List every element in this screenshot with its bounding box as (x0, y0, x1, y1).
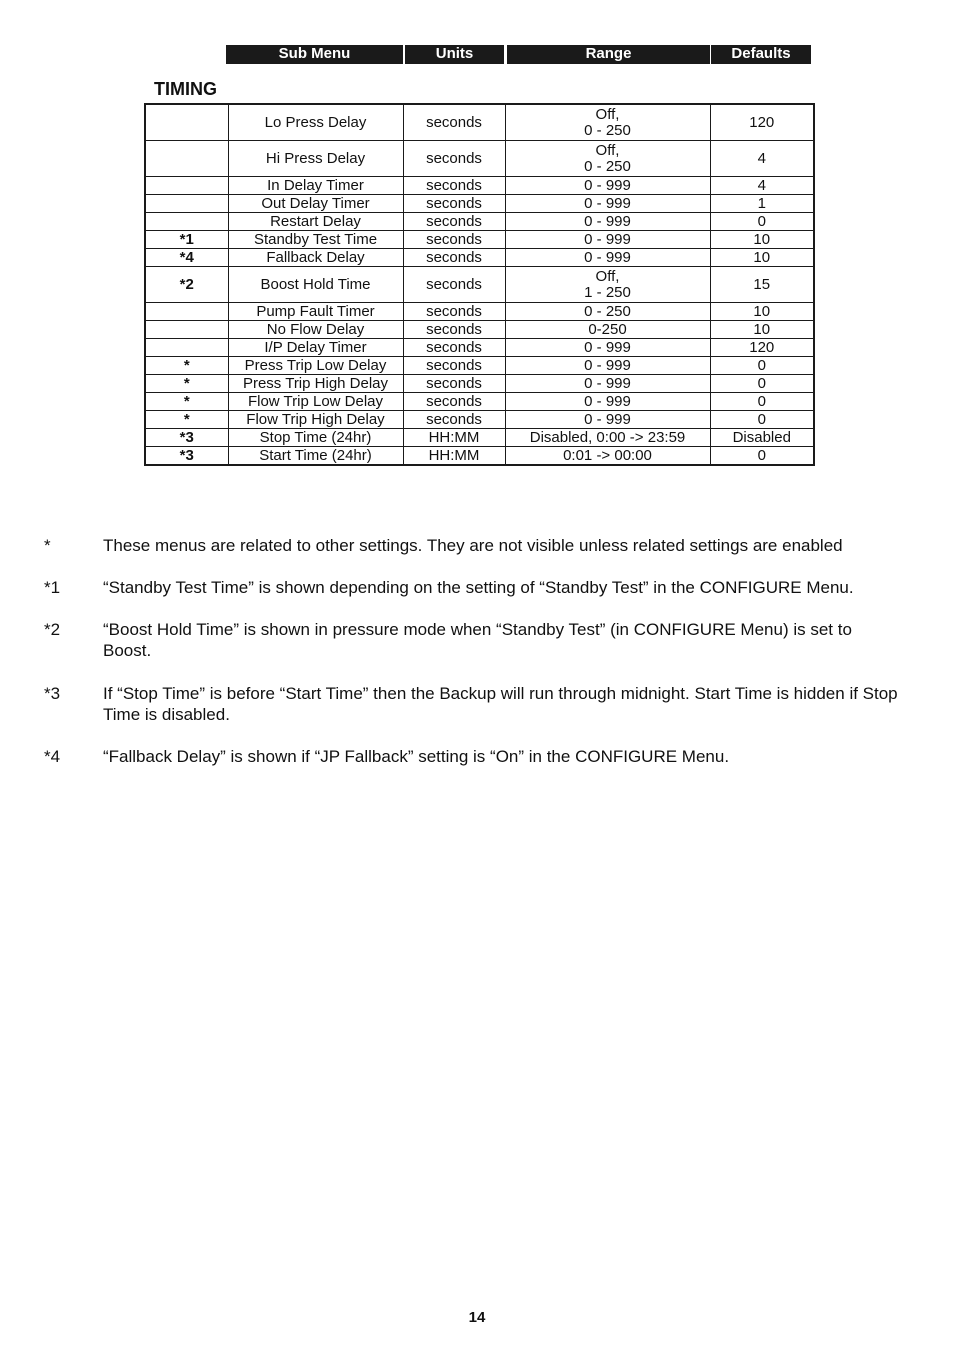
table-row (145, 141, 814, 177)
row-units-cell: seconds (403, 249, 505, 267)
row-default-cell: 10 (710, 231, 814, 249)
header-defaults: Defaults (711, 45, 811, 64)
row-default-cell: 0 (710, 411, 814, 429)
row-note-cell: * (145, 357, 228, 375)
table-row (145, 429, 814, 447)
row-range-cell: 0 - 999 (505, 213, 710, 231)
footnote (44, 535, 904, 556)
row-default-cell: 10 (710, 249, 814, 267)
row-default-cell: 0 (710, 357, 814, 375)
row-range-cell: 0 - 250 (505, 303, 710, 321)
row-range-cell: 0 - 999 (505, 339, 710, 357)
row-note-cell: * (145, 393, 228, 411)
table-row (145, 321, 814, 339)
row-sub-menu-cell: Stop Time (24hr) (228, 429, 403, 447)
row-sub-menu-cell: No Flow Delay (228, 321, 403, 339)
table-row (145, 177, 814, 195)
footnote-mark: * (44, 536, 51, 555)
timing-table-body (145, 104, 814, 465)
row-sub-menu-cell: Standby Test Time (228, 231, 403, 249)
row-note-cell: *2 (145, 267, 228, 303)
row-range-cell: 0 - 999 (505, 357, 710, 375)
table-row (145, 339, 814, 357)
table-row (145, 375, 814, 393)
row-range-cell: 0 - 999 (505, 231, 710, 249)
row-sub-menu-cell: Pump Fault Timer (228, 303, 403, 321)
row-default-cell: 4 (710, 141, 814, 177)
footnote-mark: *4 (44, 747, 61, 766)
footnote-text: “Standby Test Time” is shown depending on the setting of “Standby Test” in the CONFIGURE Menu. (103, 578, 854, 597)
row-range-cell: 0 - 999 (505, 195, 710, 213)
row-range-cell: Off, 0 - 250 (505, 141, 710, 177)
table-row (145, 104, 814, 141)
row-note-cell: * (145, 411, 228, 429)
row-default-cell: 0 (710, 447, 814, 466)
row-default-cell: 0 (710, 393, 814, 411)
row-note-cell: *1 (145, 231, 228, 249)
row-units-cell: seconds (403, 411, 505, 429)
row-note-cell: *3 (145, 429, 228, 447)
row-units-cell: HH:MM (403, 447, 505, 466)
row-range-cell: Off, 1 - 250 (505, 267, 710, 303)
row-units-cell: HH:MM (403, 429, 505, 447)
row-note-cell (145, 303, 228, 321)
table-row (145, 195, 814, 213)
row-note-cell: *4 (145, 249, 228, 267)
row-note-cell (145, 177, 228, 195)
row-note-cell: * (145, 375, 228, 393)
row-default-cell: Disabled (710, 429, 814, 447)
row-sub-menu-cell: I/P Delay Timer (228, 339, 403, 357)
footnote-mark: *3 (44, 684, 61, 703)
section-title: TIMING (154, 79, 217, 99)
row-range-cell: Off, 0 - 250 (505, 104, 710, 141)
row-sub-menu-cell: Out Delay Timer (228, 195, 403, 213)
footnote-mark: *2 (44, 620, 61, 639)
row-sub-menu-cell: In Delay Timer (228, 177, 403, 195)
row-default-cell: 120 (710, 339, 814, 357)
row-note-cell (145, 213, 228, 231)
row-units-cell: seconds (403, 141, 505, 177)
row-units-cell: seconds (403, 195, 505, 213)
row-range-cell: 0 - 999 (505, 249, 710, 267)
row-range-cell: 0-250 (505, 321, 710, 339)
row-sub-menu-cell: Hi Press Delay (228, 141, 403, 177)
row-units-cell: seconds (403, 267, 505, 303)
footnote (44, 577, 904, 598)
footnote (44, 683, 904, 725)
row-default-cell: 4 (710, 177, 814, 195)
page-number: 14 (468, 1309, 486, 1326)
row-note-cell: *3 (145, 447, 228, 466)
row-note-cell (145, 321, 228, 339)
footnote-mark: *1 (44, 578, 61, 597)
row-default-cell: 1 (710, 195, 814, 213)
row-default-cell: 15 (710, 267, 814, 303)
table-row (145, 249, 814, 267)
row-default-cell: 120 (710, 104, 814, 141)
row-units-cell: seconds (403, 339, 505, 357)
row-units-cell: seconds (403, 177, 505, 195)
row-note-cell (145, 141, 228, 177)
row-range-cell: 0 - 999 (505, 393, 710, 411)
row-range-cell: 0 - 999 (505, 177, 710, 195)
header-units: Units (405, 45, 504, 64)
table-row (145, 393, 814, 411)
row-units-cell: seconds (403, 393, 505, 411)
footnote (44, 619, 904, 661)
row-sub-menu-cell: Fallback Delay (228, 249, 403, 267)
table-row (145, 303, 814, 321)
row-note-cell (145, 339, 228, 357)
row-default-cell: 0 (710, 375, 814, 393)
row-units-cell: seconds (403, 303, 505, 321)
row-range-cell: 0:01 -> 00:00 (505, 447, 710, 466)
row-units-cell: seconds (403, 321, 505, 339)
row-sub-menu-cell: Flow Trip Low Delay (228, 393, 403, 411)
row-default-cell: 10 (710, 303, 814, 321)
row-units-cell: seconds (403, 104, 505, 141)
row-units-cell: seconds (403, 231, 505, 249)
row-sub-menu-cell: Press Trip High Delay (228, 375, 403, 393)
row-note-cell (145, 104, 228, 141)
footnote-text: “Fallback Delay” is shown if “JP Fallback” setting is “On” in the CONFIGURE Menu. (103, 747, 730, 766)
row-sub-menu-cell: Restart Delay (228, 213, 403, 231)
row-default-cell: 10 (710, 321, 814, 339)
row-range-cell: Disabled, 0:00 -> 23:59 (505, 429, 710, 447)
row-units-cell: seconds (403, 375, 505, 393)
header-range: Range (507, 45, 710, 64)
table-row (145, 357, 814, 375)
header-sub-menu: Sub Menu (226, 45, 403, 64)
row-range-cell: 0 - 999 (505, 375, 710, 393)
row-units-cell: seconds (403, 357, 505, 375)
row-units-cell: seconds (403, 213, 505, 231)
row-note-cell (145, 195, 228, 213)
timing-table (144, 103, 815, 466)
row-sub-menu-cell: Lo Press Delay (228, 104, 403, 141)
table-row (145, 267, 814, 303)
row-sub-menu-cell: Press Trip Low Delay (228, 357, 403, 375)
table-row (145, 231, 814, 249)
footnote-text: “Boost Hold Time” is shown in pressure mode when “Standby Test” (in CONFIGURE Menu) is set to Boost. (103, 620, 852, 660)
table-row (145, 411, 814, 429)
row-sub-menu-cell: Flow Trip High Delay (228, 411, 403, 429)
footnote-text: If “Stop Time” is before “Start Time” then the Backup will run through midnight. Start Time is hidden if Stop Time is disabled. (103, 684, 898, 724)
row-default-cell: 0 (710, 213, 814, 231)
row-sub-menu-cell: Boost Hold Time (228, 267, 403, 303)
row-range-cell: 0 - 999 (505, 411, 710, 429)
table-row (145, 213, 814, 231)
table-row (145, 447, 814, 466)
footnote-text: These menus are related to other settings. They are not visible unless related settings are enabled (103, 536, 843, 555)
footnote (44, 746, 904, 767)
row-sub-menu-cell: Start Time (24hr) (228, 447, 403, 466)
